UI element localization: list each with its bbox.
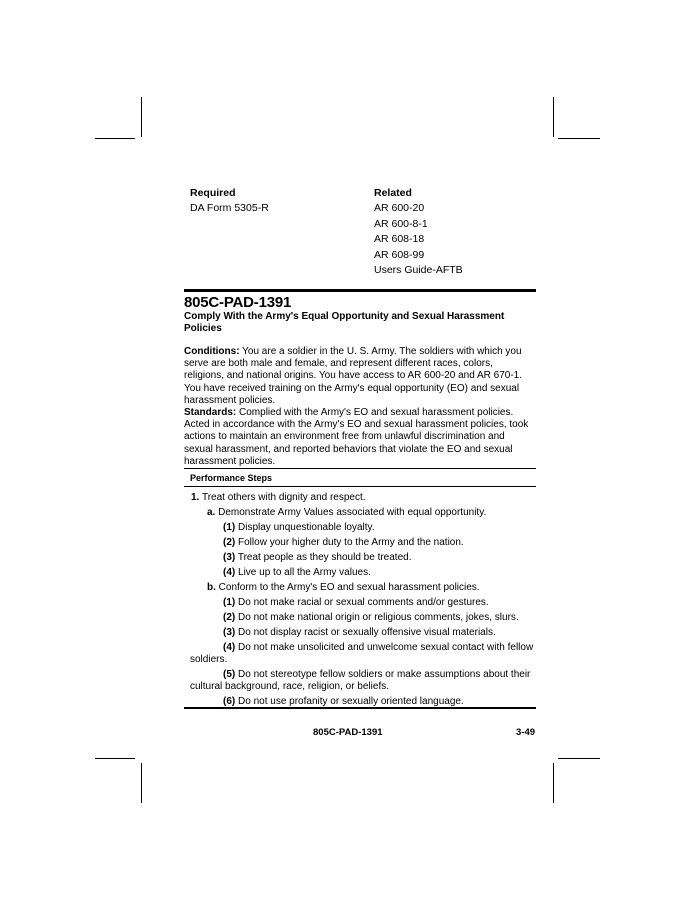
step-number: (6) [223,696,236,707]
step-1b2 [184,610,534,625]
step-1a2 [184,535,534,550]
step-number: (2) [223,537,236,548]
related-item: Users Guide-AFTB [374,264,463,276]
step-text: Follow your higher duty to the Army and the nation. [238,537,464,548]
performance-steps-bottom-rule [184,707,536,709]
step-number: (5) [223,669,236,680]
step-number: (1) [223,522,236,533]
conditions-label: Conditions: [184,346,240,357]
standards-label: Standards: [184,407,237,418]
step-1b3 [184,625,534,640]
standards-paragraph [184,407,534,468]
step-text: Do not display racist or sexually offensive visual materials. [238,627,496,638]
step-text: Do not make unsolicited and unwelcome sexual contact with fellow soldiers. [190,642,534,665]
required-references [190,186,269,217]
performance-steps-top-rule [184,468,536,469]
performance-steps-header: Performance Steps [190,473,273,483]
step-number: (3) [223,627,236,638]
step-1b [184,580,534,595]
related-item: AR 600-8-1 [374,217,428,230]
related-header: Related [374,187,412,199]
task-top-rule [184,289,536,292]
step-1b4 [184,640,534,667]
step-number: (4) [223,567,236,578]
step-text: Do not make racial or sexual comments and/or gestures. [238,597,489,608]
crop-mark-top-right-vertical [553,97,554,137]
footer-task-id: 805C-PAD-1391 [313,727,383,738]
standards-text: Complied with the Army's EO and sexual harassment policies. Acted in accordance with the Army's EO and sexual harassment policies, took actions to maintain an environment free from unlawful discrimination and sexual harassment, and reported behaviors that violate the EO and sexual harassment policies. [184,407,529,467]
task-title: Comply With the Army's Equal Opportunity and Sexual Harassment Policies [184,311,505,334]
step-text: Live up to all the Army values. [238,567,371,578]
step-number: (3) [223,552,236,563]
performance-steps-header-rule [184,486,536,487]
related-item: AR 600-20 [374,202,425,214]
step-text: Do not stereotype fellow soldiers or make assumptions about their cultural background, race, religion, or beliefs. [190,669,531,692]
crop-mark-top-left-vertical [141,97,142,137]
required-item: DA Form 5305-R [190,202,269,214]
step-text: Demonstrate Army Values associated with equal opportunity. [218,507,487,518]
step-1a1 [184,520,534,535]
related-item: AR 608-18 [374,233,425,245]
step-1a [184,505,534,520]
related-item: AR 608-99 [374,248,425,261]
step-text: Do not make national origin or religious comments, jokes, slurs. [238,612,519,623]
step-number: (2) [223,612,236,623]
step-text: Do not use profanity or sexually oriented language. [238,696,464,707]
crop-mark-top-right-horizontal [558,138,600,139]
crop-mark-bottom-right-horizontal [558,758,600,759]
step-1b1 [184,595,534,610]
crop-mark-top-left-horizontal [95,138,135,139]
step-number: 1. [191,492,200,503]
footer-page-number: 3-49 [516,727,536,738]
step-1a4 [184,565,534,580]
step-number: a. [207,507,216,518]
step-1 [184,490,534,505]
performance-steps-list [184,490,534,709]
step-number: (4) [223,642,236,653]
related-references [374,186,463,279]
required-header: Required [190,187,236,199]
step-1b5 [184,667,534,694]
step-text: Display unquestionable loyalty. [238,522,375,533]
step-text: Conform to the Army's EO and sexual harassment policies. [218,582,480,593]
step-1a3 [184,550,534,565]
crop-mark-bottom-right-vertical [553,763,554,803]
step-number: (1) [223,597,236,608]
step-text: Treat others with dignity and respect. [201,492,366,503]
step-number: b. [207,582,216,593]
conditions-paragraph [184,346,534,407]
crop-mark-bottom-left-horizontal [95,758,135,759]
step-text: Treat people as they should be treated. [237,552,412,563]
crop-mark-bottom-left-vertical [141,763,142,803]
task-id: 805C-PAD-1391 [184,294,292,311]
conditions-text: You are a soldier in the U. S. Army. The soldiers with which you serve are both male and female, and represent different races, colors, religions, and national origins. You have access to AR 600-20 and AR 670-1. You have received training on the Army's equal opportunity (EO) and sexual harassment policies. [184,346,523,406]
